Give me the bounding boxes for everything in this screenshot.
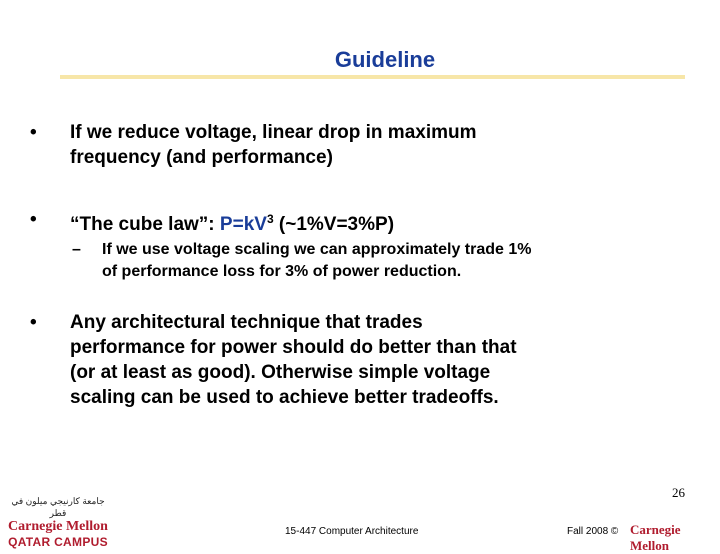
bullet-dot: • (30, 209, 37, 230)
slide-title: Guideline (334, 47, 436, 72)
course-name: 15-447 Computer Architecture (285, 526, 419, 537)
cmu-qatar-logo (8, 495, 108, 549)
bullet-dot: • (30, 122, 37, 143)
bullet-1-line-2: frequency (and performance) (70, 147, 333, 168)
bullet-3-line-4: scaling can be used to achieve better tradeoffs. (70, 387, 499, 408)
qatar-campus-text: QATAR CAMPUS (8, 535, 108, 549)
cube-law-exponent: 3 (266, 212, 274, 226)
sub-bullet-1-line-1: If we use voltage scaling we can approximately trade 1% (102, 241, 532, 258)
bullet-3-line-2: performance for power should do better than that (70, 337, 517, 358)
bullet-1-line-1: If we reduce voltage, linear drop in maximum (70, 122, 477, 143)
title-underline (60, 75, 685, 79)
bullet-dot: • (30, 312, 37, 333)
bullet-3-line-3: (or at least as good). Otherwise simple voltage (70, 362, 491, 383)
sub-bullet-1-line-2: of performance loss for 3% of power reduction. (102, 263, 462, 280)
cmu-logo-text: Carnegie Mellon (8, 519, 108, 534)
page-number: 26 (672, 485, 685, 500)
arabic-university-name: جامعة كارنيجي ميلون في قطر (11, 496, 105, 518)
bullet-2-prefix: “The cube law”: (70, 214, 220, 235)
cube-law-formula: P=kV (219, 214, 267, 235)
bullet-2-suffix: (~1%V=3%P) (273, 214, 395, 235)
sub-bullet-dash: – (72, 241, 81, 258)
term-copyright: Fall 2008 © (567, 526, 619, 537)
bullet-3-line-1: Any architectural technique that trades (70, 312, 423, 333)
cmu-wordmark: Carnegie Mellon (630, 522, 681, 553)
